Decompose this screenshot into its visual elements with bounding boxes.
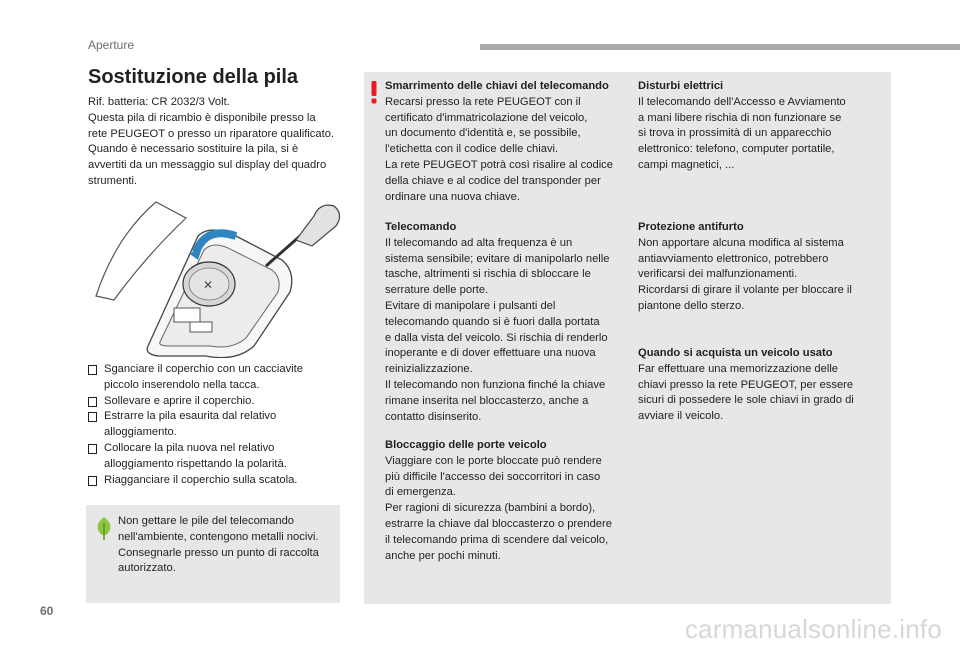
section-line: ordinare una nuova chiave. [385, 190, 520, 203]
section-line: Non apportare alcuna modifica al sistema [638, 236, 844, 249]
eco-line: autorizzato. [118, 562, 176, 575]
section-line: estrarre la chiave dal bloccasterzo o prendere [385, 517, 612, 530]
section-line: Il telecomando non funziona finché la chiave [385, 378, 606, 391]
intro-line: avvertiti da un messaggio sul display del quadro [88, 159, 327, 172]
warning-icon [369, 80, 379, 104]
intro-line: strumenti. [88, 174, 138, 187]
section-line: Evitare di manipolare i pulsanti del [385, 299, 556, 312]
section-line: contatto disinserito. [385, 410, 482, 423]
intro-line: Quando è necessario sostituire la pila, si è [88, 143, 299, 156]
section-line: Ricordarsi di girare il volante per bloccare il [638, 284, 852, 297]
list-item [88, 441, 340, 473]
step-line: piccolo inserendolo nella tacca. [104, 378, 260, 391]
checkbox-icon [88, 412, 97, 422]
svg-text:✕: ✕ [203, 278, 214, 292]
steps-list [88, 362, 340, 488]
watermark: carmanualsonline.info [684, 614, 942, 644]
section-title: Quando si acquista un veicolo usato [638, 347, 833, 359]
checkbox-icon [88, 444, 97, 454]
section-title: Telecomando [385, 221, 457, 233]
section-line: sicuri di possedere le sole chiavi in grado di [638, 394, 854, 407]
section-line: avviare il veicolo. [638, 410, 724, 423]
section-title: Disturbi elettrici [638, 80, 724, 92]
section-line: l'etichetta con il codice delle chiavi. [385, 143, 559, 156]
section-line: chiavi presso la rete PEUGEOT, per essere [638, 378, 854, 391]
section-line: di emergenza. [385, 486, 456, 499]
section-veicolo-usato [638, 346, 886, 425]
page-title: Sostituzione della pila [88, 66, 299, 88]
section-line: serrature delle porte. [385, 284, 489, 297]
section-bloccaggio [385, 438, 633, 564]
page-number: 60 [40, 604, 54, 618]
checkbox-icon [88, 365, 97, 375]
list-item [88, 473, 340, 489]
eco-leaf-icon [94, 515, 114, 541]
step-line: Collocare la pila nuova nel relativo [104, 441, 275, 454]
eco-line: Non gettare le pile del telecomando [118, 515, 295, 527]
list-item [88, 362, 340, 394]
checkbox-icon [88, 476, 97, 486]
section-line: della chiave e al codice del transponder per [385, 174, 601, 187]
section-line: certificato d'immatricolazione del veicolo, [385, 111, 588, 124]
section-line: telecomando quando si è fuori dalla portata [385, 315, 600, 328]
section-line: Far effettuare una memorizzazione delle [638, 362, 839, 375]
list-item [88, 409, 340, 441]
step-line: alloggiamento rispettando la polarità. [104, 457, 287, 470]
step-line: Sganciare il coperchio con un cacciavite [104, 363, 303, 375]
section-line: inoperante e di dover effettuare una nuova [385, 347, 596, 360]
section-line: antiavviamento elettronico, potrebbero [638, 252, 829, 265]
section-title: Smarrimento delle chiavi del telecomando [385, 80, 609, 92]
section-line: Il telecomando ad alta frequenza è un [385, 236, 573, 249]
section-line: anche per pochi minuti. [385, 549, 501, 562]
section-disturbi [638, 79, 886, 174]
list-item [88, 394, 340, 410]
section-line: campi magnetici, ... [638, 158, 735, 171]
section-antifurto [638, 220, 886, 315]
section-line: a mani libere rischia di non funzionare se [638, 111, 842, 124]
eco-line: Consegnarle presso un punto di raccolta [118, 546, 319, 559]
section-line: e dalla vista del veicolo. Si rischia di renderlo [385, 331, 608, 344]
eco-note-text [118, 514, 338, 577]
section-title: Protezione antifurto [638, 221, 744, 233]
step-line: Sollevare e aprire il coperchio. [104, 394, 255, 407]
intro-text [88, 95, 348, 190]
step-line: Riagganciare il coperchio sulla scatola. [104, 473, 298, 486]
section-line: Viaggiare con le porte bloccate può rendere [385, 454, 602, 467]
checkbox-icon [88, 397, 97, 407]
section-line: Il telecomando dell'Accesso e Avviamento [638, 95, 846, 108]
section-line: La rete PEUGEOT potrà così risalire al codice [385, 158, 613, 171]
section-line: sistema sensibile; evitare di manipolarlo nelle [385, 252, 610, 265]
section-line: si trova in prossimità di un apparecchio [638, 127, 832, 140]
eco-line: nell'ambiente, contengono metalli nocivi. [118, 530, 319, 543]
header-bar [480, 44, 960, 50]
section-telecomando [385, 220, 633, 425]
key-battery-illustration [86, 196, 342, 358]
section-smarrimento [385, 79, 633, 205]
section-header: Aperture [88, 38, 135, 52]
section-line: il telecomando prima di scendere dal veicolo, [385, 533, 609, 546]
intro-line: rete PEUGEOT o presso un riparatore qualificato. [88, 127, 335, 140]
step-line: alloggiamento. [104, 426, 177, 439]
section-line: piantone dello sterzo. [638, 299, 745, 312]
step-line: Estrarre la pila esaurita dal relativo [104, 410, 277, 423]
intro-line: Questa pila di ricambio è disponibile presso la [88, 111, 316, 124]
section-line: un documento d'identità e, se possibile, [385, 127, 581, 140]
section-line: verificarsi dei malfunzionamenti. [638, 268, 798, 281]
section-line: tasche, altrimenti si rischia di sbloccare le [385, 268, 591, 281]
section-line: Per ragioni di sicurezza (bambini a bordo), [385, 502, 596, 515]
section-line: più difficile l'accesso dei soccorritori in caso [385, 470, 601, 483]
intro-line: Rif. batteria: CR 2032/3 Volt. [88, 96, 230, 108]
section-line: Recarsi presso la rete PEUGEOT con il [385, 95, 581, 108]
section-line: rimane inserita nel bloccasterzo, anche a [385, 394, 589, 407]
section-title: Bloccaggio delle porte veicolo [385, 439, 547, 451]
section-line: reinizializzazione. [385, 363, 473, 376]
section-line: elettronico: telefono, computer portatile, [638, 143, 835, 156]
